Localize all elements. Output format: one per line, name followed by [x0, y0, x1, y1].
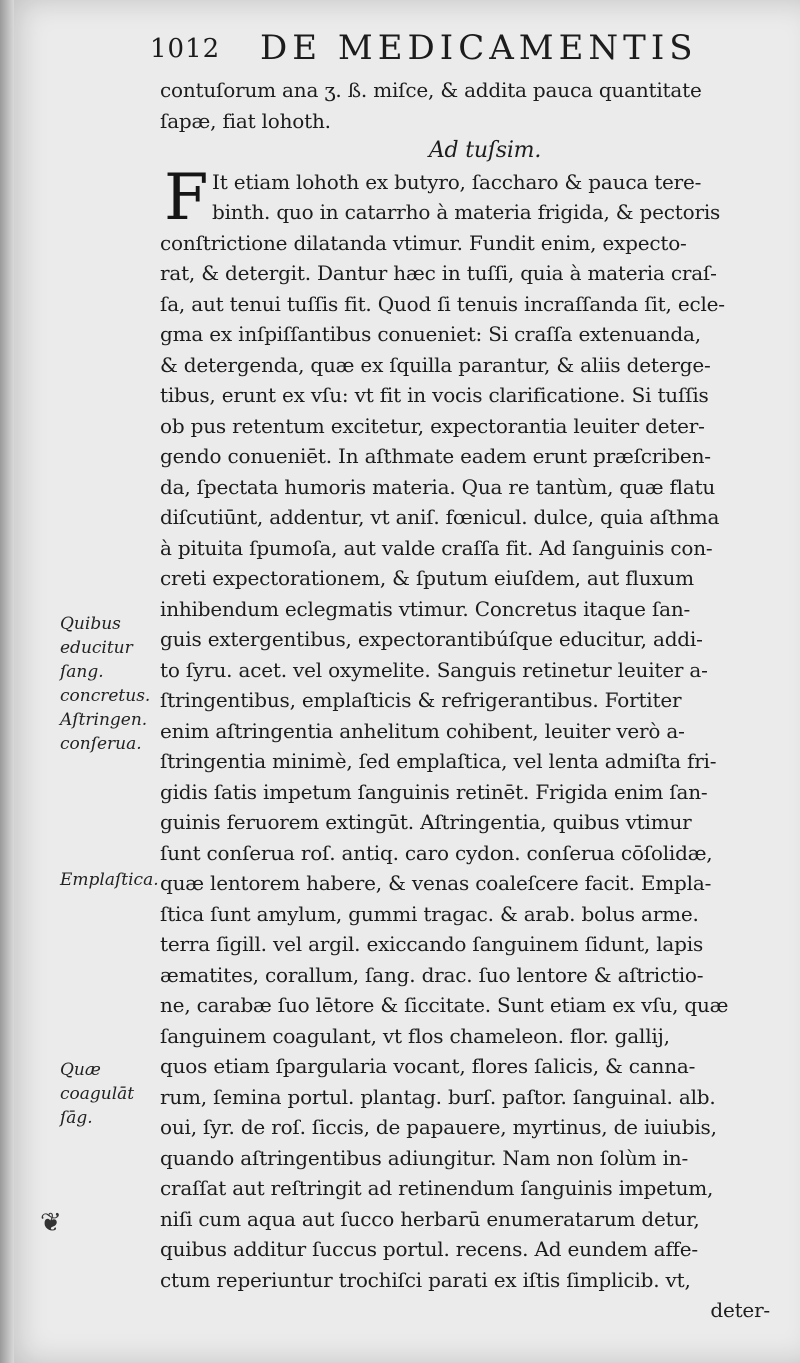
text-line: binth. quo in catarrho à materia frigida, & pectoris	[212, 200, 721, 224]
text-line: oui, ſyr. de roſ. ſiccis, de papauere, myrtinus, de iuiubis,	[160, 1115, 717, 1139]
text-line: quæ lentorem habere, & venas coaleſcere facit. Empla-	[160, 871, 712, 895]
text-line: ſanguinem coagulant, vt flos chameleon. flor. gallij,	[160, 1023, 670, 1048]
text-line: conſtrictione dilatanda vtimur. Fundit enim, expecto-	[160, 230, 687, 255]
text-line: diſcutiūnt, addentur, vt aniſ. fœnicul. dulce, quia aſthma	[160, 505, 720, 529]
text-line: & detergenda, quæ ex ſquilla parantur, & aliis deterge-	[160, 352, 711, 377]
text-line: rat, & detergit. Dantur hæc in tuſſi, quia à materia craſ-	[160, 261, 717, 285]
text-line: craſſat aut reſtringit ad retinendum ſanguinis impetum,	[160, 1176, 714, 1200]
text-line: ctum reperiuntur trochiſci parati ex iſtis ſimplicib. vt,	[160, 1267, 691, 1292]
running-head	[150, 28, 750, 68]
text-line: terra ſigill. vel argil. exiccando ſanguinem ſidunt, lapis	[160, 932, 704, 956]
text-line: contuſorum ana ʒ. ß. miſce, & addita pauca quantitate	[160, 78, 702, 102]
book-spine-shadow	[0, 0, 14, 1363]
text-line: gendo conueniēt. In aſthmate eadem erunt præſcriben-	[160, 444, 711, 468]
page-number: 1012	[150, 34, 221, 64]
text-line: creti expectorationem, & ſputum eiuſdem, aut fluxum	[160, 566, 694, 590]
text-line: guis extergentibus, expectorantibúſque educitur, addi-	[160, 627, 703, 651]
text-line: da, ſpectata humoris materia. Qua re tantùm, quæ flatu	[160, 474, 716, 499]
margin-note-concretus: Quibus educitur ſang. concretus. Aſtringen. conſerua.	[60, 614, 151, 754]
text-line: æmatites, corallum, ſang. drac. ſuo lentore & aſtrictio-	[160, 962, 704, 987]
text-line: ſtringentibus, emplaſticis & refrigerantibus. Fortiter	[160, 688, 682, 712]
text-line: ſa, aut tenui tuſſis fit. Quod ſi tenuis incraſſanda ſit, ecle-	[160, 291, 725, 316]
text-line: ſtringentia minimè, ſed emplaſtica, vel lenta admiſta fri-	[160, 749, 717, 773]
text-line: to ſyru. acet. vel oxymelite. Sanguis retinetur leuiter a-	[160, 657, 708, 682]
header-title: DE MEDICAMENTIS	[260, 28, 698, 68]
text-line: ne, carabæ ſuo lētore & ſiccitate. Sunt etiam ex vſu, quæ	[160, 993, 729, 1017]
text-line: ob pus retentum excitetur, expectorantia leuiter deter-	[160, 413, 705, 438]
text-line: It etiam lohoth ex butyro, ſaccharo & pauca tere-	[212, 169, 702, 194]
text-line: guinis feruorem extingūt. Aſtringentia, quibus vtimur	[160, 810, 692, 834]
text-line: tibus, erunt ex vſu: vt fit in vocis clarificatione. Si tuſſis	[160, 383, 709, 407]
text-line: quibus additur ſuccus portul. recens. Ad eundem affe-	[160, 1237, 698, 1261]
text-line: gma ex inſpiſſantibus conueniet: Si craſſa extenuanda,	[160, 322, 701, 346]
text-line: niſi cum aqua aut ſucco herbarū enumeratarum detur,	[160, 1206, 700, 1231]
text-line: ſapæ, fiat lohoth.	[160, 108, 331, 133]
body-text	[160, 75, 770, 1326]
text-line: quando aſtringentibus adiungitur. Nam non ſolùm in-	[160, 1145, 689, 1170]
text-line: quos etiam ſpargularia vocant, flores ſalicis, & canna-	[160, 1054, 696, 1078]
text-line: ſunt conſerua roſ. antiq. caro cydon. conſerua cōſolidæ,	[160, 840, 713, 865]
text-line: enim aſtringentia anhelitum cohibent, leuiter verò a-	[160, 718, 685, 743]
drop-capital: F	[164, 161, 209, 235]
text-line: gidis ſatis impetum ſanguinis retinēt. Frigida enim ſan-	[160, 779, 708, 804]
text-line: deter-	[710, 1298, 770, 1322]
text-line: ſtica ſunt amylum, gummi tragac. & arab. bolus arme.	[160, 901, 699, 926]
margin-note-emplastica: Emplaſtica.	[60, 870, 159, 890]
text-line: rum, ſemina portul. plantag. burſ. paſtor. ſanguinal. alb.	[160, 1084, 716, 1109]
text-line: à pituita ſpumoſa, aut valde craſſa fit. Ad ſanguinis con-	[160, 535, 713, 560]
margin-note-coagulant: Quæ coagulāt ſāg.	[60, 1060, 135, 1128]
fleuron-ornament: ❦	[40, 1208, 62, 1238]
text-line: inhibendum eclegmatis vtimur. Concretus itaque ſan-	[160, 596, 691, 621]
section-heading: Ad tuſsim.	[428, 138, 542, 163]
